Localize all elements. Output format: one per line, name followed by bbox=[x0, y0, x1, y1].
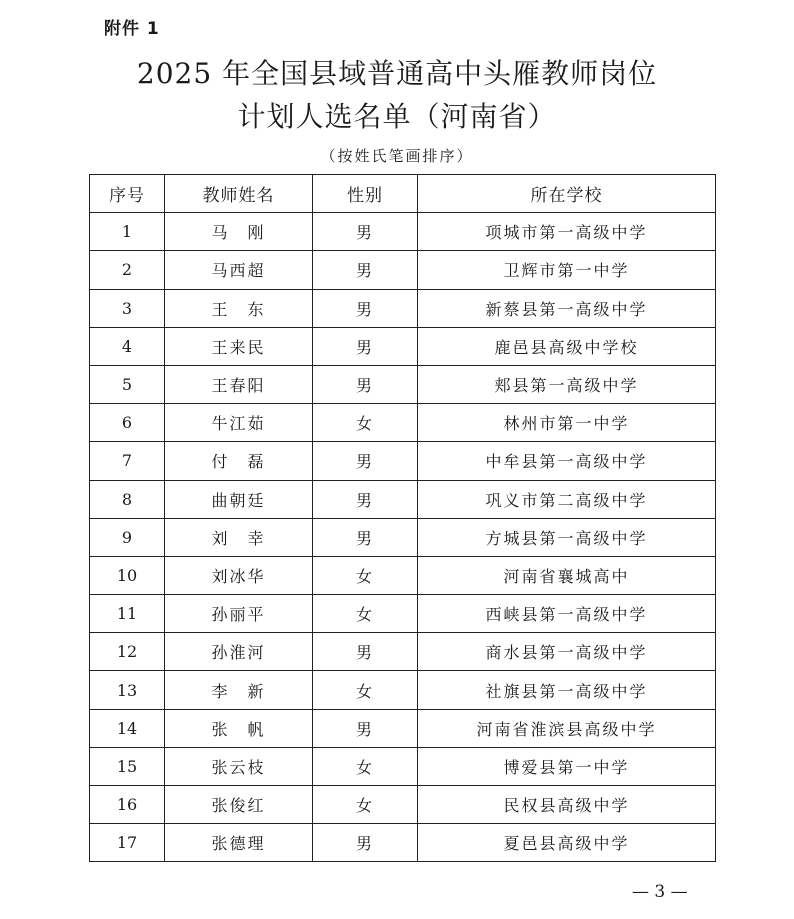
school-name: 河南省淮滨县高级中学 bbox=[418, 709, 716, 747]
school-name: 新蔡县第一高级中学 bbox=[418, 289, 716, 327]
school-name: 河南省襄城高中 bbox=[418, 556, 716, 594]
teacher-name: 曲朝廷 bbox=[165, 480, 313, 518]
gender: 女 bbox=[313, 747, 418, 785]
school-name: 巩义市第二高级中学 bbox=[418, 480, 716, 518]
row-number: 8 bbox=[90, 480, 165, 518]
table-row bbox=[90, 747, 716, 785]
row-number: 5 bbox=[90, 365, 165, 403]
row-number: 6 bbox=[90, 404, 165, 442]
school-name: 民权县高级中学 bbox=[418, 786, 716, 824]
row-number: 11 bbox=[90, 595, 165, 633]
gender: 男 bbox=[313, 289, 418, 327]
gender: 女 bbox=[313, 404, 418, 442]
teacher-name: 张云枝 bbox=[165, 747, 313, 785]
row-number: 13 bbox=[90, 671, 165, 709]
gender: 男 bbox=[313, 709, 418, 747]
teacher-name: 刘 幸 bbox=[165, 518, 313, 556]
table-header-row bbox=[90, 175, 716, 213]
table-row bbox=[90, 251, 716, 289]
gender: 女 bbox=[313, 595, 418, 633]
table-row bbox=[90, 480, 716, 518]
teacher-name: 张 帆 bbox=[165, 709, 313, 747]
row-number: 3 bbox=[90, 289, 165, 327]
table-row bbox=[90, 365, 716, 403]
school-name: 卫辉市第一中学 bbox=[418, 251, 716, 289]
gender: 男 bbox=[313, 824, 418, 862]
sort-order-note: （按姓氏笔画排序） bbox=[320, 147, 474, 165]
teacher-name: 马西超 bbox=[165, 251, 313, 289]
row-number: 14 bbox=[90, 709, 165, 747]
gender: 女 bbox=[313, 671, 418, 709]
table-row bbox=[90, 518, 716, 556]
table-row bbox=[90, 213, 716, 251]
teacher-name: 王 东 bbox=[165, 289, 313, 327]
teacher-name: 牛江茹 bbox=[165, 404, 313, 442]
gender: 男 bbox=[313, 213, 418, 251]
school-name: 社旗县第一高级中学 bbox=[418, 671, 716, 709]
page-number: — 3 — bbox=[632, 882, 688, 902]
row-number: 9 bbox=[90, 518, 165, 556]
gender: 男 bbox=[313, 442, 418, 480]
row-number: 12 bbox=[90, 633, 165, 671]
row-number: 1 bbox=[90, 213, 165, 251]
column-header-number: 序号 bbox=[90, 175, 165, 213]
teacher-name: 李 新 bbox=[165, 671, 313, 709]
gender: 男 bbox=[313, 251, 418, 289]
school-name: 郏县第一高级中学 bbox=[418, 365, 716, 403]
table-row bbox=[90, 633, 716, 671]
document-title-line-1: 2025 年全国县域普通高中头雁教师岗位 bbox=[136, 57, 658, 90]
table-row bbox=[90, 824, 716, 862]
table-row bbox=[90, 671, 716, 709]
teacher-name: 王春阳 bbox=[165, 365, 313, 403]
teacher-name: 张德理 bbox=[165, 824, 313, 862]
row-number: 16 bbox=[90, 786, 165, 824]
gender: 女 bbox=[313, 786, 418, 824]
gender: 男 bbox=[313, 480, 418, 518]
school-name: 林州市第一中学 bbox=[418, 404, 716, 442]
column-header-gender: 性别 bbox=[313, 175, 418, 213]
table-row bbox=[90, 404, 716, 442]
teacher-name: 王来民 bbox=[165, 327, 313, 365]
row-number: 7 bbox=[90, 442, 165, 480]
table-row bbox=[90, 556, 716, 594]
school-name: 鹿邑县高级中学校 bbox=[418, 327, 716, 365]
gender: 男 bbox=[313, 633, 418, 671]
row-number: 17 bbox=[90, 824, 165, 862]
teacher-roster-table bbox=[89, 174, 716, 862]
table-row bbox=[90, 327, 716, 365]
row-number: 2 bbox=[90, 251, 165, 289]
teacher-name: 刘冰华 bbox=[165, 556, 313, 594]
school-name: 夏邑县高级中学 bbox=[418, 824, 716, 862]
table-row bbox=[90, 289, 716, 327]
row-number: 15 bbox=[90, 747, 165, 785]
teacher-name: 孙丽平 bbox=[165, 595, 313, 633]
table-row bbox=[90, 786, 716, 824]
school-name: 中牟县第一高级中学 bbox=[418, 442, 716, 480]
gender: 男 bbox=[313, 518, 418, 556]
teacher-name: 付 磊 bbox=[165, 442, 313, 480]
school-name: 西峡县第一高级中学 bbox=[418, 595, 716, 633]
row-number: 10 bbox=[90, 556, 165, 594]
school-name: 项城市第一高级中学 bbox=[418, 213, 716, 251]
document-title-line-2: 计划人选名单（河南省） bbox=[237, 100, 557, 133]
teacher-name: 马 刚 bbox=[165, 213, 313, 251]
school-name: 方城县第一高级中学 bbox=[418, 518, 716, 556]
column-header-school: 所在学校 bbox=[418, 175, 716, 213]
gender: 男 bbox=[313, 327, 418, 365]
table-row bbox=[90, 709, 716, 747]
column-header-teacher-name: 教师姓名 bbox=[165, 175, 313, 213]
row-number: 4 bbox=[90, 327, 165, 365]
teacher-name: 孙淮河 bbox=[165, 633, 313, 671]
gender: 男 bbox=[313, 365, 418, 403]
table-row bbox=[90, 595, 716, 633]
attachment-label: 附件 1 bbox=[104, 19, 160, 39]
teacher-name: 张俊红 bbox=[165, 786, 313, 824]
school-name: 博爱县第一中学 bbox=[418, 747, 716, 785]
table-body bbox=[90, 213, 716, 862]
school-name: 商水县第一高级中学 bbox=[418, 633, 716, 671]
gender: 女 bbox=[313, 556, 418, 594]
table-row bbox=[90, 442, 716, 480]
